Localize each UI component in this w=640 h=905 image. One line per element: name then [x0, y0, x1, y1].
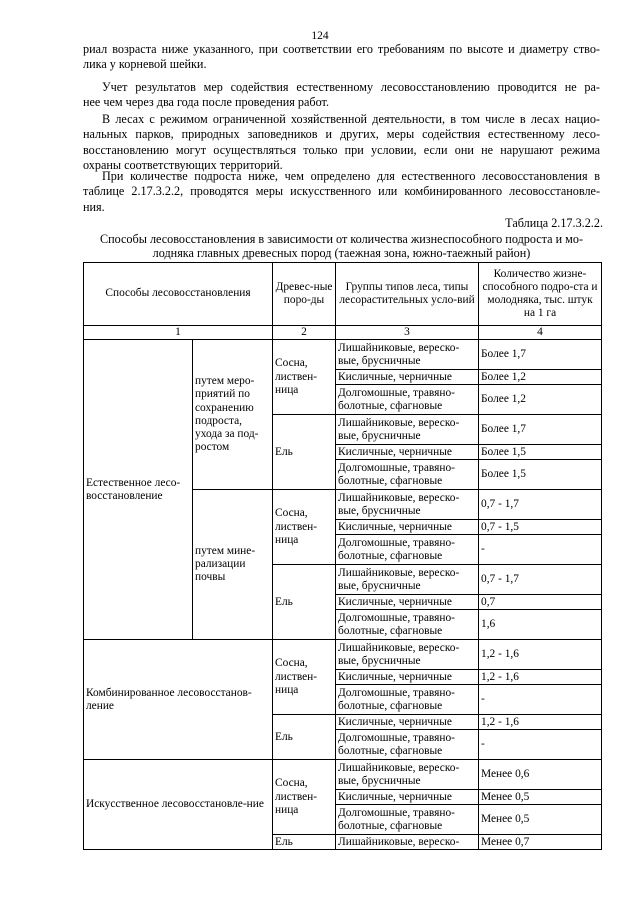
species-cell: Сосна, листвен-ница [273, 490, 336, 565]
header-cell: Группы типов леса, типы лесорастительных усло-вий [336, 263, 479, 326]
table-row [84, 760, 602, 790]
column-number: 4 [479, 326, 602, 340]
table-title-line: лодняка главных древесных пород (таежная зона, южно-таежный район) [152, 246, 531, 260]
value-cell: - [479, 730, 602, 760]
method-cell: Комбинированное лесовосстанов-ление [84, 640, 273, 760]
value-cell: Более 1,2 [479, 385, 602, 415]
forest-type-cell: Долгомошные, травяно-болотные, сфагновые [336, 535, 479, 565]
forest-type-cell: Лишайниковые, вереско-вые, брусничные [336, 565, 479, 595]
forest-type-cell: Долгомошные, травяно-болотные, сфагновые [336, 685, 479, 715]
text-line: При количестве подроста ниже, чем определено для естественного лесовосстановления в [102, 169, 600, 183]
species-cell: Ель [273, 565, 336, 640]
value-cell: 0,7 [479, 595, 602, 610]
value-cell: 1,2 - 1,6 [479, 715, 602, 730]
method-cell: Искусственное лесовосстановле-ние [84, 760, 273, 850]
page-number: 124 [311, 30, 329, 42]
table-title-line: Способы лесовосстановления в зависимости от количества жизнеспособного подроста и мо- [99, 232, 584, 246]
forest-type-cell: Лишайниковые, вереско- [336, 835, 479, 850]
value-cell: 1,2 - 1,6 [479, 670, 602, 685]
value-cell: - [479, 685, 602, 715]
species-cell: Сосна, листвен-ница [273, 340, 336, 415]
forest-type-cell: Кисличные, черничные [336, 445, 479, 460]
reforestation-table [83, 262, 602, 850]
text-line: В лесах с режимом ограниченной хозяйственной деятельности, в том числе в лесах нацио- [102, 112, 600, 126]
forest-type-cell: Долгомошные, травяно-болотные, сфагновые [336, 805, 479, 835]
forest-type-cell: Долгомошные, травяно-болотные, сфагновые [336, 730, 479, 760]
forest-type-cell: Кисличные, черничные [336, 715, 479, 730]
forest-type-cell: Кисличные, черничные [336, 595, 479, 610]
submethod-cell: путем мине-рализации почвы [193, 490, 273, 640]
value-cell: 1,2 - 1,6 [479, 640, 602, 670]
header-cell: Количество жизне-способного подро-ста и молодняка, тыс. штук на 1 га [479, 263, 602, 326]
text-line: таблице 2.17.3.2.2, проводятся меры искусственного или комбинированного лесовосстановле- [83, 184, 600, 199]
paragraph [83, 169, 600, 215]
forest-type-cell: Лишайниковые, вереско-вые, брусничные [336, 640, 479, 670]
text-line: охраны соответствующих территорий. [83, 157, 283, 172]
table-title [83, 232, 600, 260]
text-line: лика у корневой шейки. [83, 57, 207, 72]
paragraph [83, 112, 600, 173]
species-cell: Ель [273, 415, 336, 490]
forest-type-cell: Кисличные, черничные [336, 670, 479, 685]
paragraph [83, 80, 600, 111]
method-cell: Естественное лесо-восстановление [84, 340, 193, 640]
text-line: риал возраста ниже указанного, при соответствии его требованиям по высоте и диаметру ство- [83, 42, 600, 56]
forest-type-cell: Лишайниковые, вереско-вые, брусничные [336, 415, 479, 445]
value-cell: Более 1,5 [479, 445, 602, 460]
value-cell: Более 1,2 [479, 370, 602, 385]
forest-type-cell: Лишайниковые, вереско-вые, брусничные [336, 490, 479, 520]
value-cell: 0,7 - 1,7 [479, 490, 602, 520]
column-number: 2 [273, 326, 336, 340]
species-cell: Сосна, листвен-ница [273, 640, 336, 715]
forest-type-cell: Лишайниковые, вереско-вые, брусничные [336, 340, 479, 370]
column-number-row [84, 326, 602, 340]
value-cell: 1,6 [479, 610, 602, 640]
table-label: Таблица 2.17.3.2.2. [505, 216, 603, 230]
table-row [84, 640, 602, 670]
text-line: нальных парков, природных заповедников и других, меры содействия естественному лесо- [83, 127, 600, 142]
value-cell: Более 1,7 [479, 340, 602, 370]
table-row [84, 340, 602, 370]
forest-type-cell: Долгомошные, травяно-болотные, сфагновые [336, 460, 479, 490]
column-number: 1 [84, 326, 273, 340]
header-row [84, 263, 602, 326]
species-cell: Ель [273, 835, 336, 850]
value-cell: Менее 0,7 [479, 835, 602, 850]
forest-type-cell: Долгомошные, травяно-болотные, сфагновые [336, 385, 479, 415]
submethod-cell: путем меро-приятий по сохранению подроста, ухода за под-ростом [193, 340, 273, 490]
value-cell: 0,7 - 1,5 [479, 520, 602, 535]
value-cell: Менее 0,5 [479, 805, 602, 835]
species-cell: Ель [273, 715, 336, 760]
forest-type-cell: Лишайниковые, вереско-вые, брусничные [336, 760, 479, 790]
header-cell: Древес-ные поро-ды [273, 263, 336, 326]
forest-type-cell: Кисличные, черничные [336, 790, 479, 805]
forest-type-cell: Кисличные, черничные [336, 520, 479, 535]
text-line: ния. [83, 199, 105, 214]
value-cell: Более 1,7 [479, 415, 602, 445]
value-cell: - [479, 535, 602, 565]
paragraph [83, 42, 600, 73]
forest-type-cell: Долгомошные, травяно-болотные, сфагновые [336, 610, 479, 640]
column-number: 3 [336, 326, 479, 340]
value-cell: Более 1,5 [479, 460, 602, 490]
header-cell: Способы лесовосстановления [84, 263, 273, 326]
value-cell: Менее 0,6 [479, 760, 602, 790]
value-cell: Менее 0,5 [479, 790, 602, 805]
value-cell: 0,7 - 1,7 [479, 565, 602, 595]
species-cell: Сосна, листвен-ница [273, 760, 336, 835]
text-line: восстановлению могут осуществляться только при условии, если они не нарушают режима [83, 142, 600, 157]
forest-type-cell: Кисличные, черничные [336, 370, 479, 385]
text-line: нее чем через два года после проведения работ. [83, 95, 329, 110]
text-line: Учет результатов мер содействия естественному лесовосстановлению проводится не ра- [102, 80, 600, 94]
